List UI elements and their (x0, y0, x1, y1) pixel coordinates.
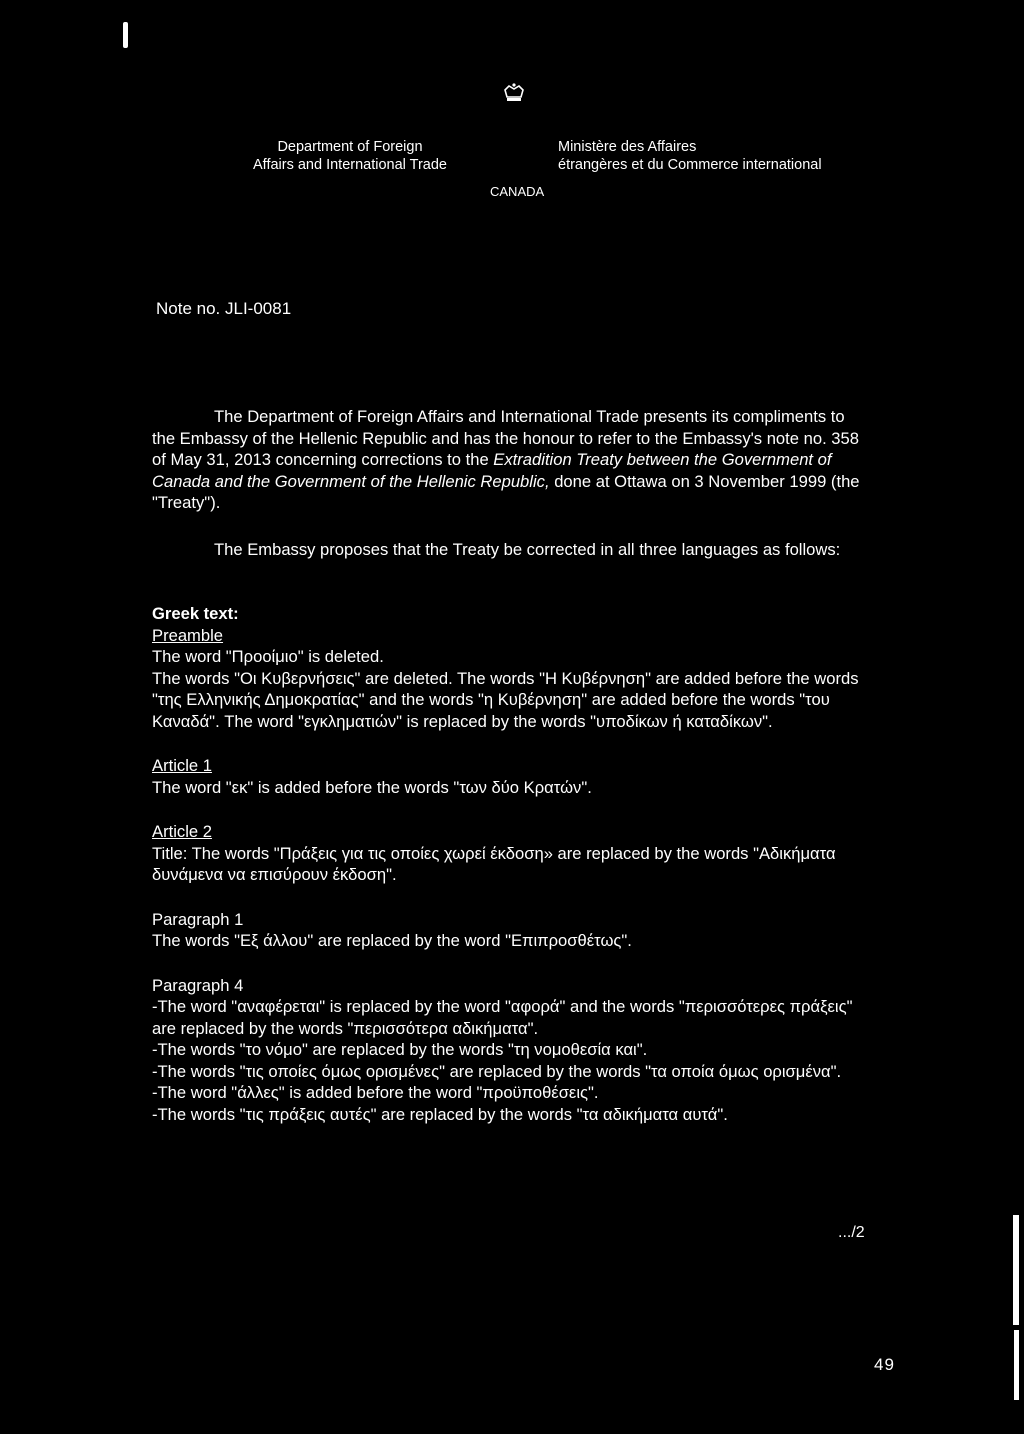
article1-title: Article 1 (152, 756, 212, 775)
crown-crest-icon (502, 82, 526, 104)
greek-corrections (152, 603, 872, 1125)
continued-marker: .../2 (838, 1224, 865, 1241)
article1-text: The word "εκ" is added before the words "των δύο Κρατών". (152, 777, 592, 797)
scan-mark (123, 22, 128, 48)
department-name-en: Department of Foreign Affairs and International Trade (253, 139, 447, 173)
scan-edge-bar (1014, 1330, 1019, 1400)
treaty-title: Extradition Treaty between the Government of Canada and the Government of the Hellenic Republic, (152, 450, 832, 491)
page-number: 49 (874, 1355, 895, 1374)
article2-title: Article 2 (152, 822, 212, 841)
paragraph4-line: -The word "άλλες" is added before the word "προϋποθέσεις". (152, 1083, 599, 1102)
paragraph1-title: Paragraph 1 (152, 909, 244, 929)
preamble-line: The words "Οι Κυβερνήσεις" are deleted. The words "Η Κυβέρνηση" are added before the words "της Ελληνικής Δημοκρατίας" and the words "η Κυβέρνηση" are added before the words "του Καναδά". The word "εγκληματιών" is replaced by the words "υποδίκων ή καταδίκων". (152, 668, 859, 731)
paragraph4-line: -The word "αναφέρεται" is replaced by the word "αφορά" and the words "περισσότερες πράξεις" are replaced by the words "περισσότερα αδικήματα". (152, 997, 853, 1038)
scan-edge-bar (1013, 1215, 1019, 1325)
paragraph4-line: -The words "τις πράξεις αυτές" are replaced by the words "τα αδικήματα αυτά". (152, 1104, 728, 1124)
intro-paragraph: The Department of Foreign Affairs and International Trade presents its compliments to the Embassy of the Hellenic Republic and has the honour to refer to the Embassy's note no. 358 of May 31, 2013 concerning corrections to the Extradition Treaty between the Government of Canada and the Government of the Hellenic Republic, done at Ottawa on 3 November 1999 (the "Treaty"). (152, 407, 860, 512)
country-name: CANADA (490, 184, 545, 199)
paragraph4-line: -The words "τις οποίες όμως ορισμένες" are replaced by the words "τα οποία όμως ορισμένα". (152, 1061, 842, 1081)
department-name-fr: Ministère des Affaires étrangères et du Commerce international (558, 139, 822, 173)
greek-heading: Greek text: (152, 604, 239, 623)
paragraph1-text: The words "Εξ άλλου" are replaced by the word "Επιπροσθέτως". (152, 931, 632, 950)
preamble-title: Preamble (152, 625, 224, 645)
article2-text: Title: The words "Πράξεις για τις οποίες χωρεί έκδοση» are replaced by the words "Αδικήματα δυνάμενα να επισύρουν έκδοση". (152, 843, 836, 884)
proposal-paragraph: The Embassy proposes that the Treaty be corrected in all three languages as follows: (214, 540, 841, 559)
paragraph4-line: -The words "το νόμο" are replaced by the words "τη νομοθεσία και". (152, 1040, 648, 1059)
note-number: Note no. JLI-0081 (156, 299, 292, 318)
paragraph4-title: Paragraph 4 (152, 975, 244, 995)
preamble-line: The word "Προοίμιο" is deleted. (152, 647, 384, 666)
